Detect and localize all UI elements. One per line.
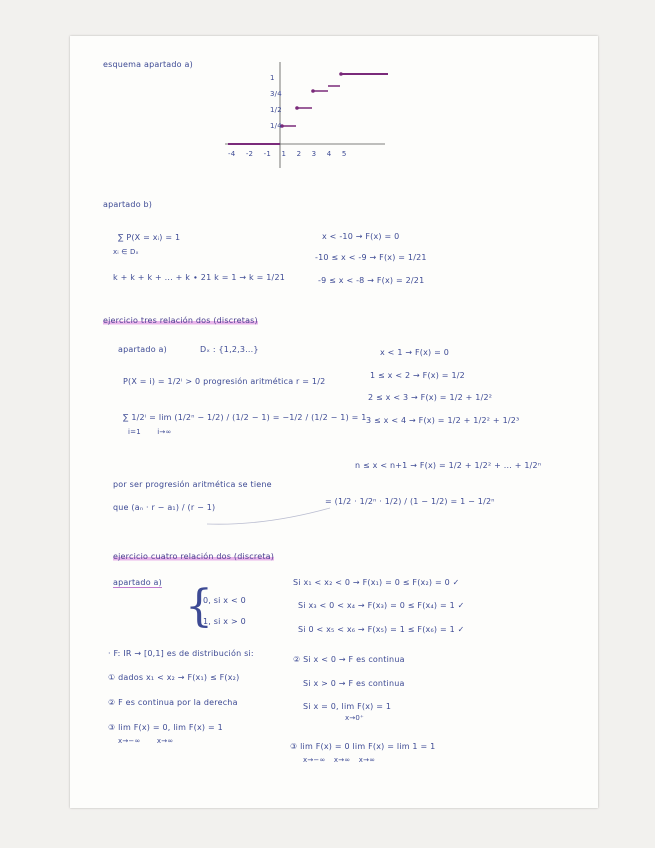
ej4-case-2: 1, si x > 0 — [203, 617, 246, 626]
ej4-limit-index-3: x→−∞ x→∞ x→∞ — [303, 756, 376, 764]
ej4-condition-1: ① dados x₁ < x₂ → F(x₁) ≤ F(x₂) — [108, 673, 240, 682]
ej3-connector — [205, 500, 335, 530]
ej3-cdf-4: 3 ≤ x < 4 → F(x) = 1/2 + 1/2² + 1/2³ — [366, 416, 520, 425]
ej4-b-item-2: Si x > 0 → F es continua — [303, 679, 405, 688]
ej3-cdf-2: 1 ≤ x < 2 → F(x) = 1/2 — [370, 371, 465, 380]
ej4-a-item-1: Si x₁ < x₂ < 0 → F(x₁) = 0 ≤ F(x₂) = 0 ✓ — [293, 578, 460, 587]
graph-x-ticks: -4 -2 -1 1 2 3 4 5 — [228, 150, 347, 158]
ej3-formula: que (aₙ · r − a₁) / (r − 1) — [113, 503, 216, 512]
sum-probabilities: ∑ P(X = xᵢ) = 1 — [118, 233, 181, 242]
ej4-a-item-3: Si 0 < x₅ < x₆ → F(x₅) = 1 ≤ F(x₆) = 1 ✓ — [298, 625, 465, 634]
ej4-b-item-1: ② Si x < 0 → F es continua — [293, 655, 405, 664]
apartado-b-heading: apartado b) — [103, 200, 153, 209]
cdf-line-1: x < -10 → F(x) = 0 — [322, 232, 400, 241]
ej4-apartado-a: apartado a) — [113, 578, 162, 587]
graph-y-ticks: 1 3/4 1/2 1/4 — [270, 74, 282, 130]
ej3-sum: ∑ 1/2ⁱ = lim (1/2ⁿ − 1/2) / (1/2 − 1) = −1/2 / (1/2 − 1) = 1 — [123, 413, 367, 422]
k-equation: k + k + k + ... + k ∙ 21 k = 1 → k = 1/21 — [113, 273, 286, 282]
ej3-cdf-general: n ≤ x < n+1 → F(x) = 1/2 + 1/2² + ... + 1/2ⁿ — [355, 461, 542, 470]
ej4-limit-index-2: x→0⁺ — [345, 714, 364, 722]
ejercicio-tres-heading: ejercicio tres relación dos (discretas) — [103, 316, 258, 325]
ej3-domain: Dₓ : {1,2,3...} — [200, 345, 259, 354]
ej3-sum-index: i=1 i→∞ — [128, 428, 172, 436]
ej3-cdf-1: x < 1 → F(x) = 0 — [380, 348, 450, 357]
cdf-line-3: -9 ≤ x < -8 → F(x) = 2/21 — [318, 276, 425, 285]
graph-heading: esquema apartado a) — [103, 60, 193, 69]
sum-index: xᵢ ∈ Dₓ — [113, 248, 139, 256]
ej3-por-ser: por ser progresión aritmética se tiene — [113, 480, 272, 489]
cdf-line-2: -10 ≤ x < -9 → F(x) = 1/21 — [315, 253, 427, 262]
ej4-a-item-2: Si x₃ < 0 < x₄ → F(x₃) = 0 ≤ F(x₄) = 1 ✓ — [298, 601, 465, 610]
ej4-c-item: ③ lim F(x) = 0 lim F(x) = lim 1 = 1 — [290, 742, 436, 751]
piecewise-brace: { — [185, 581, 213, 632]
ej4-definition: · F: IR → [0,1] es de distribución si: — [108, 649, 254, 658]
ej4-condition-3: ③ lim F(x) = 0, lim F(x) = 1 — [108, 723, 223, 732]
ej3-probability: P(X = i) = 1/2ⁱ > 0 progresión aritmética r = 1/2 — [123, 377, 326, 386]
ej4-b-item-3: Si x = 0, lim F(x) = 1 — [303, 702, 392, 711]
ej4-condition-2: ② F es continua por la derecha — [108, 698, 238, 707]
ej3-apartado-a: apartado a) — [118, 345, 167, 354]
ej3-cdf-3: 2 ≤ x < 3 → F(x) = 1/2 + 1/2² — [368, 393, 493, 402]
ejercicio-cuatro-heading: ejercicio cuatro relación dos (discreta) — [113, 552, 275, 561]
ej3-result: = (1/2 · 1/2ⁿ · 1/2) / (1 − 1/2) = 1 − 1/2ⁿ — [325, 497, 495, 506]
ej4-case-1: 0, si x < 0 — [203, 596, 246, 605]
ej4-limit-index-1: x→−∞ x→∞ — [118, 737, 174, 745]
